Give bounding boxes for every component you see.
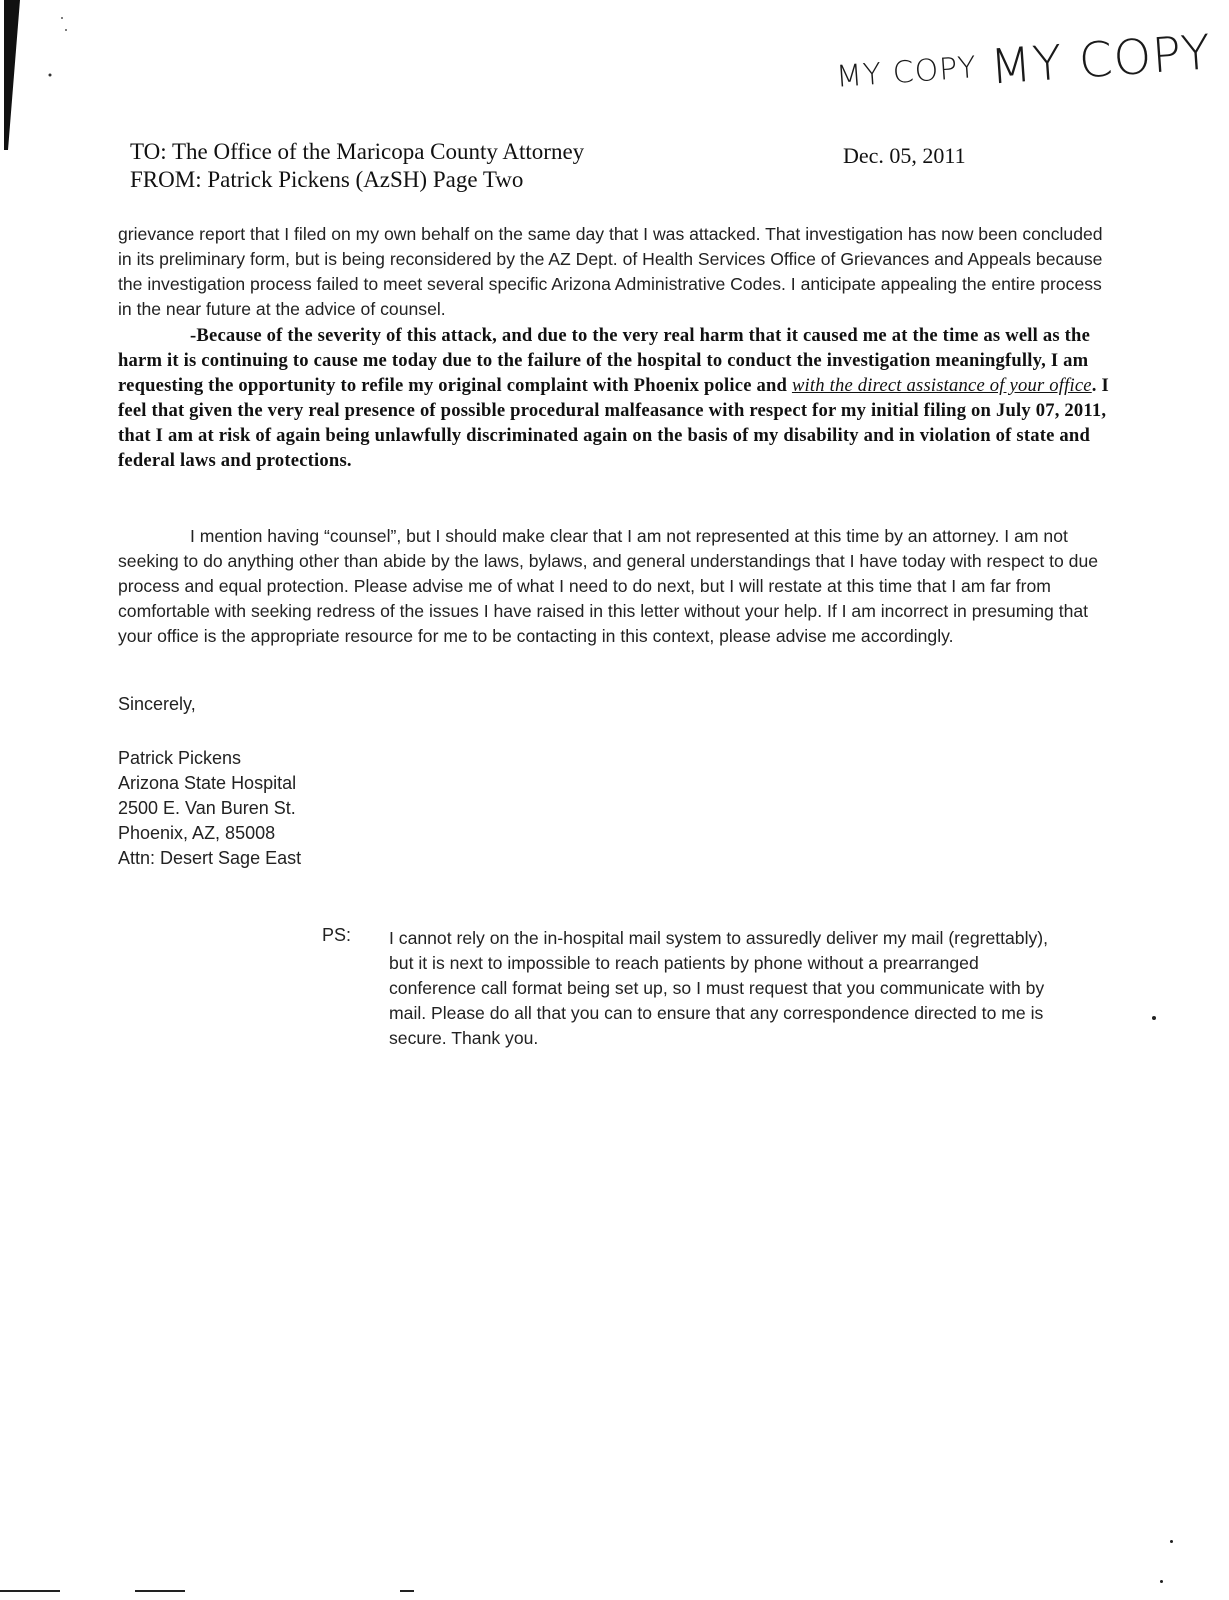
closing-salutation: Sincerely, xyxy=(118,694,196,714)
postscript-label: PS: xyxy=(322,925,352,945)
scan-speck xyxy=(1160,1580,1163,1583)
paragraph-2-text-after: . I feel that given the very real presence of possible procedural malfeasance with respect for my initial filing on July 07, 2011, that I am at risk of again being unlawfully discriminated again on the basis of my disability and in violation of state and federal laws and protections. xyxy=(118,375,1109,471)
letter-header xyxy=(130,138,584,194)
signature-city: Phoenix, AZ, 85008 xyxy=(118,823,276,843)
signature-block xyxy=(118,746,301,871)
signature-name: Patrick Pickens xyxy=(118,748,242,768)
body-paragraph-1: grievance report that I filed on my own behalf on the same day that I was attacked. That investigation has now been concluded in its preliminary form, but is being reconsidered by the AZ Dept. of Health Services Office of Grievances and Appeals because the investigation process failed to meet several specific Arizona Administrative Codes. I anticipate appealing the entire process in the near future at the advice of counsel. xyxy=(118,224,1103,319)
scan-speck xyxy=(1152,1016,1156,1020)
body-paragraph-3: I mention having “counsel”, but I should make clear that I am not represented at this time by an attorney. I am not seeking to do anything other than abide by the laws, bylaws, and general understandings that I have today with respect to due process and equal protection. Please advise me of what I need to do next, but I will restate at this time that I am far from comfortable with seeking redress of the issues I have raised in this letter without your help. If I am incorrect in presuming that your office is the appropriate resource for me to be contacting in this context, please advise me accordingly. xyxy=(118,526,1099,646)
handwritten-note-my-copy-large: MY COPY xyxy=(988,24,1214,96)
scan-artifact-mark xyxy=(0,0,80,170)
letter-date: Dec. 05, 2011 xyxy=(843,143,966,168)
to-line: TO: The Office of the Maricopa County Attorney xyxy=(130,139,585,164)
signature-street: 2500 E. Van Buren St. xyxy=(118,798,296,818)
scan-edge-line xyxy=(0,1590,60,1592)
body-paragraph-2 xyxy=(118,323,1118,473)
signature-institution: Arizona State Hospital xyxy=(118,773,297,793)
signature-attn: Attn: Desert Sage East xyxy=(118,848,302,868)
handwritten-note-my-copy-small: MY COPY xyxy=(834,50,979,95)
scan-speck xyxy=(1170,1540,1173,1543)
paragraph-2-text-before: -Because of the severity of this attack, and due to the very real harm that it caused me at the time as well as the harm it is continuing to cause me today due to the failure of the hospital to conduct the investigation meaningfully, I am requesting the opportunity to refile my original complaint with Phoenix police and xyxy=(118,325,1091,396)
paragraph-2-emphasis: with the direct assistance of your office xyxy=(791,375,1092,396)
postscript-text: I cannot rely on the in-hospital mail system to assuredly deliver my mail (regrettably), but it is next to impossible to reach patients by phone without a prearranged conference call format being set up, so I must request that you communicate with by mail. Please do all that you can to ensure that any correspondence directed to me is secure. Thank you. xyxy=(389,928,1049,1048)
scan-edge-line xyxy=(135,1590,185,1592)
scan-edge-line xyxy=(400,1590,414,1592)
from-line: FROM: Patrick Pickens (AzSH) Page Two xyxy=(130,167,524,192)
